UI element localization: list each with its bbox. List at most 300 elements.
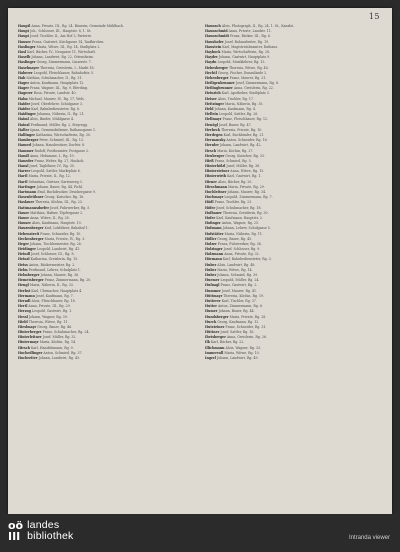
directory-entry <box>18 164 197 169</box>
entry-name: Handl <box>18 153 29 158</box>
entry-details: Emil, Buchdrucker, Druckergasse 9. <box>37 190 96 194</box>
entry-details: Franz, Schneider, Rg. 10. <box>40 231 82 236</box>
entry-name: Hartinger <box>18 184 36 189</box>
entry-name: Haselmayer <box>18 65 40 70</box>
entry-name: Hellein <box>205 112 219 117</box>
directory-entry <box>205 242 384 247</box>
directory-entry <box>205 86 384 91</box>
entry-details: Karl, Bäcker, Rg. 22. <box>210 340 245 345</box>
entry-name: Hutsteiner <box>205 324 225 329</box>
directory-entry <box>205 268 384 273</box>
entry-details: Maria, Wirtschafterin, Rg. 28. <box>221 49 271 54</box>
entry-name: Haupt <box>18 29 30 34</box>
directory-entry <box>205 123 384 128</box>
directory-entry <box>205 81 384 86</box>
directory-entry <box>205 330 384 335</box>
entry-details: Theresia, Private, Rg. 10. <box>221 127 263 132</box>
directory-entry <box>205 128 384 133</box>
entry-name: Hebesberger <box>205 65 228 70</box>
entry-details: Anna, Witwe, Rg. 15. <box>230 169 265 174</box>
entry-name: Holzinger <box>205 247 223 252</box>
entry-details: Josef, Schuhmacher, Rg. 18. <box>216 205 262 210</box>
directory-entry <box>205 206 384 211</box>
directory-entry <box>18 174 197 179</box>
directory-entry <box>18 242 197 247</box>
entry-details: Johann, Bauer, Rg. 44, Pichl. <box>36 184 83 189</box>
entry-name: Holzer <box>205 241 217 246</box>
directory-entry <box>18 299 197 304</box>
entry-details: Leopold, Fleischhauer, Bahnhofstr. 5. <box>33 70 95 75</box>
entry-name: Hellmayr <box>205 117 222 122</box>
entry-details: Anna, Witwe, II., Rg. 28. <box>30 215 70 220</box>
entry-name: Haller <box>18 127 30 132</box>
entry-details: Karl, Tischler, Rg. 37. <box>221 298 257 303</box>
entry-details: Josef, Maurer, Rg. 41. <box>221 288 257 293</box>
entry-name: Haunsch <box>205 24 221 28</box>
directory-entry <box>205 112 384 117</box>
directory-entry <box>205 356 384 361</box>
directory-entry <box>18 226 197 231</box>
directory-entry <box>18 60 197 65</box>
entry-details: Alois, Kaufmann, Hauptstr. 19. <box>31 221 82 226</box>
entry-details: Anna, Private, Rg. 32. <box>224 252 260 257</box>
entry-name: Herzog <box>18 309 31 314</box>
entry-name: Hurch <box>205 319 217 324</box>
entry-details: Anna, Greislerin, Rg. 22. <box>233 86 274 91</box>
entry-details: Josef, Taglöhner, IV., Rg. 35. <box>29 164 75 169</box>
entry-details: Anton, Schneider, Rg. 16. <box>226 138 268 143</box>
entry-name: Heger <box>18 241 29 246</box>
entry-details: Georg, Bauer, Rg. 45. <box>217 236 253 241</box>
entry-name: Hemetsberger <box>18 278 44 283</box>
entry-name: Hasenleithner <box>18 195 44 200</box>
entry-name: Heilingbrunner <box>205 86 233 91</box>
directory-entry <box>18 330 197 335</box>
entry-name: Haslinger <box>18 60 36 65</box>
entry-name: Hundsberger <box>205 314 229 319</box>
entry-name: Hofer <box>205 215 216 220</box>
directory-entry <box>205 283 384 288</box>
directory-entry <box>205 232 384 237</box>
directory-entry <box>18 294 197 299</box>
entry-details: Rudolf, Postbeamter, Postgasse 2. <box>34 148 90 153</box>
entry-details: Georg, Zimmermann, Linzerstr. 7. <box>36 60 92 65</box>
directory-entry <box>18 320 197 325</box>
entry-details: Josef, Schlosser, Rg. 9. <box>223 247 261 252</box>
directory-entry <box>205 29 384 34</box>
entry-name: Hehenberger <box>205 75 229 80</box>
directory-entry <box>205 289 384 294</box>
directory-entry <box>18 289 197 294</box>
directory-entry <box>18 50 197 55</box>
entry-details: Anna, Greislerin, Rg. 26. <box>226 335 267 340</box>
directory-entry <box>18 206 197 211</box>
entry-name: Hofstätter <box>205 231 224 236</box>
directory-entry <box>18 200 197 205</box>
entry-details: Leopold, Müller, Rg. 24. <box>220 278 260 283</box>
directory-entry <box>18 216 197 221</box>
entry-details: Josef, Sattler, Rg. 16. <box>220 330 255 335</box>
directory-entry <box>205 91 384 96</box>
directory-entry <box>205 143 384 148</box>
entry-name: Hochmayr <box>205 195 224 200</box>
directory-entry <box>18 257 197 262</box>
directory-entry <box>205 211 384 216</box>
directory-entry <box>205 154 384 159</box>
entry-name: Hintermayr <box>18 340 39 345</box>
intranda-viewer-link[interactable]: Intranda viewer <box>348 535 390 541</box>
entry-name: Huber <box>205 262 217 267</box>
entry-details: Leopold, Sattler, Rg. 26. <box>219 112 259 117</box>
entry-name: Hieslmayr <box>18 324 37 329</box>
entry-name: Heuberger <box>205 153 225 158</box>
directory-entry <box>205 325 384 330</box>
entry-name: Herbeck <box>205 127 221 132</box>
entry-details: Johann, Landwirt, Rg. 22, Ottensheim. <box>31 55 94 60</box>
entry-details: Franz, Maurer, Rg. 31. <box>229 75 267 80</box>
entry-details: Theresia, Greislerin, I., Markt 18. <box>40 65 95 70</box>
directory-entry <box>18 252 197 257</box>
directory-entry <box>18 81 197 86</box>
entry-name: Hainzl <box>18 122 30 127</box>
directory-entry <box>205 294 384 299</box>
entry-details: Johann, Wagner, Rg. 39. <box>28 314 68 319</box>
entry-details: Alois, Landwirt, Rg. 48. <box>217 262 256 267</box>
entry-name: Hörmann <box>205 257 222 262</box>
entry-details: Josef, Schlosser, III., Rg. 8. <box>31 252 75 257</box>
directory-entry <box>18 55 197 60</box>
entry-details: Maria, Köchin, Rg. 14. <box>39 340 77 345</box>
directory-entry <box>205 76 384 81</box>
directory-entry <box>205 304 384 309</box>
entry-name: Hochleitner <box>205 190 227 194</box>
entry-details: Karl, Handelsmann, Rg. 9. <box>30 345 74 350</box>
entry-details: Anton, Kaufmann, Hauptplatz 12. <box>30 81 85 86</box>
entry-name: Heindl <box>18 252 31 257</box>
entry-name: Hauptl <box>18 24 31 28</box>
entry-details: Maria, Witwe, Rg. 14. <box>217 267 253 272</box>
entry-details: Johann, Kaufmann, Rg. 4. <box>214 107 256 111</box>
entry-name: Humer <box>205 309 218 314</box>
entry-name: Hinterberger <box>18 330 42 335</box>
entry-name: Hernler <box>205 143 219 148</box>
entry-name: Haslauer <box>18 200 35 205</box>
directory-entry <box>205 247 384 252</box>
entry-name: Heiser <box>205 96 217 101</box>
entry-name: Ingerl <box>205 356 216 360</box>
text-column-left <box>18 24 197 506</box>
entry-details: Georg, Kutscher, Rg. 16. <box>44 195 85 200</box>
entry-details: Ignaz, Gemeindediener, Rathausgasse 1. <box>30 127 97 132</box>
entry-name: Hermansky <box>205 138 226 143</box>
entry-details: Leopold, Landwirt, Rg. 41. <box>36 247 81 252</box>
entry-details: Georg, Fischer, Donaulände 2. <box>218 70 268 75</box>
entry-name: Harrer <box>18 169 31 174</box>
entry-details: Johann, Landwirt, Rg. 42. <box>219 143 262 148</box>
entry-details: Franz, Weber, Rg. 27, Haslach. <box>34 158 85 163</box>
entry-name: Hartmann <box>18 190 37 194</box>
directory-entry <box>18 283 197 288</box>
entry-details: Leopold, Musiklehrer, Rg. 13. <box>217 60 266 65</box>
directory-entry <box>205 138 384 143</box>
entry-name: Herdegen <box>205 132 223 137</box>
entry-details: Johann, Schmied, Rg. 39. <box>217 273 259 277</box>
entry-name: Hinterhölzl <box>205 164 226 169</box>
entry-name: Hagerer <box>18 91 33 96</box>
directory-entry <box>18 66 197 71</box>
directory-entry <box>18 315 197 320</box>
directory-entry <box>18 351 197 356</box>
entry-details: Franz, Zimmermann, Rg. 20. <box>44 278 92 283</box>
entry-details: Michael, Maurer, IV., Rg. 17, Wels. <box>28 96 85 101</box>
entry-details: Anna, Private, Landstr. 11. <box>228 29 272 34</box>
entry-name: Hirsch <box>18 345 30 350</box>
directory-entry <box>205 237 384 242</box>
entry-name: Heiligenbrunner <box>205 81 235 86</box>
directory-entry <box>18 29 197 34</box>
directory-entry <box>18 91 197 96</box>
directory-entry <box>205 263 384 268</box>
entry-details: Theresia, Witwe, Rg. 40. <box>228 65 269 70</box>
entry-details: Maria, Witwe, III., Rg. 14, Stadtplatz 2. <box>36 44 101 49</box>
entry-name: Hauer <box>18 215 30 220</box>
directory-entry <box>18 102 197 107</box>
directory-entry <box>18 273 197 278</box>
entry-details: Ferdinand, Lehrer, Schulplatz 1. <box>28 267 81 272</box>
entry-details: Johann, Landwirt, Rg. 43. <box>38 356 81 360</box>
entry-name: Hiebl <box>18 319 28 324</box>
entry-name: Hutterer <box>205 298 221 303</box>
entry-name: Hermann <box>18 293 35 298</box>
directory-entry <box>18 325 197 330</box>
directory-entry <box>205 200 384 205</box>
logo-line-2: bibliothek <box>27 530 74 542</box>
entry-details: Johann, Hausbesitzer, Dorfstr. 8. <box>32 143 86 148</box>
directory-entry <box>18 97 197 102</box>
entry-name: Hammer <box>18 148 34 153</box>
entry-details: Leopold, Zimmermann, Rg. 7. <box>224 195 273 200</box>
entry-details: Matthias, Hafner, Töpfergasse 2. <box>30 210 84 215</box>
directory-entry <box>18 169 197 174</box>
entry-details: Franz, Bäcker, III., Rg. 6. <box>230 34 271 39</box>
entry-name: Hintersteiner <box>205 169 230 174</box>
directory-entry <box>205 252 384 257</box>
directory-entry <box>205 351 384 356</box>
entry-name: Heiss <box>18 262 28 267</box>
entry-details: Anton, Wagner, Rg. 25. <box>221 221 259 226</box>
entry-details: Maria, Private, Rg. 28. <box>229 314 267 319</box>
entry-details: Josef, Oberlehrer, Schulgasse 3. <box>31 101 83 106</box>
directory-entry <box>18 76 197 81</box>
directory-entry <box>205 45 384 50</box>
entry-details: Karl, Gastwirt, Rg. 1. <box>227 174 262 179</box>
directory-entry <box>205 190 384 195</box>
entry-name: Hinterwirth <box>205 174 227 179</box>
entry-name: Hirschmann <box>205 184 228 189</box>
entry-name: Hager <box>18 86 30 91</box>
entry-details: Georg, Kutscher, Rg. 33. <box>225 153 265 158</box>
entry-details: Karl, Apotheker, Stadtplatz 3. <box>221 91 270 96</box>
entry-details: Johann, Landwirt, Rg. 49. <box>216 356 259 360</box>
directory-entry <box>18 309 197 314</box>
scanned-page <box>8 8 392 514</box>
entry-details: Sebastian, Gärtner, Gartenweg 3. <box>28 179 83 184</box>
entry-details: Peter, Schmied, III., Rg. 13. <box>39 138 84 143</box>
directory-entry <box>205 66 384 71</box>
entry-details: Karl, Uhrmacher, Hauptplatz 4. <box>31 288 83 293</box>
entry-details: Franz, Schneider, Rg. 31. <box>225 324 267 329</box>
entry-details: Maria, Private, II., Rg. 12. <box>28 174 71 179</box>
entry-details: Josef, Müller, Rg. 32. <box>42 335 77 340</box>
directory-entry <box>18 180 197 185</box>
directory-entry <box>205 55 384 60</box>
entry-name: Hallinger <box>18 132 35 137</box>
entry-name: Hertl <box>18 304 28 309</box>
directory-entry <box>18 185 197 190</box>
directory-entry <box>18 335 197 340</box>
entry-name: Hechtl <box>205 70 217 75</box>
entry-details: Josef, Zimmermann, Rg. 8. <box>235 81 279 86</box>
entry-name: Heinrich <box>205 91 221 96</box>
entry-name: Hartl <box>18 174 28 179</box>
directory-entry <box>205 195 384 200</box>
entry-details: Theresia, Greislerin, Rg. 30. <box>222 210 269 215</box>
entry-details: Katharina, Greislerin, Rg. 15. <box>30 257 79 262</box>
entry-name: Illichmann <box>205 345 225 350</box>
entry-details: Anna, Private, III., Rg. 29. <box>28 304 71 309</box>
entry-details: Anna, Hebamme, I., Rg. 19. <box>29 153 75 158</box>
entry-details: Theresia, Witwe, Rg. 11. <box>28 319 69 324</box>
entry-name: Hauser <box>18 39 31 44</box>
entry-name: Hesch <box>205 148 217 153</box>
entry-details: Theresia, Köchin, Rg. 19. <box>223 293 265 298</box>
directory-entry <box>205 216 384 221</box>
entry-name: Hofbauer <box>205 210 222 215</box>
directory-entry <box>18 112 197 117</box>
logo-mark-icon <box>8 520 23 542</box>
entry-details: Karl, Bahnbediensteter, Rg. 6. <box>31 107 81 111</box>
entry-name: Ilk <box>205 340 210 345</box>
directory-entry <box>205 273 384 278</box>
entry-name: Hüttner <box>205 330 220 335</box>
entry-details: Karl, Lokführer, Bahnhof 1. <box>44 226 89 231</box>
entry-name: Haunschmidt <box>205 34 230 39</box>
directory-entry <box>18 237 197 242</box>
entry-details: Anton, Schmied, Rg. 37. <box>43 350 83 355</box>
entry-name: Haunschmid <box>205 29 228 34</box>
entry-name: Hochedlinger <box>18 350 43 355</box>
entry-details: Alois, Binder, Mühlgasse 4. <box>29 117 74 122</box>
directory-entry <box>18 340 197 345</box>
directory-entry <box>18 247 197 252</box>
logo-mark-bottom: III <box>8 530 21 543</box>
entry-details: Johann, Bauer, Rg. 44. <box>218 309 255 314</box>
directory-entry <box>18 133 197 138</box>
entry-details: Josef, Fuhrwerker, Rg. 5. <box>50 205 91 210</box>
entry-details: Franz, Wagner, III., Rg. 9, Eferding. <box>30 86 88 91</box>
entry-details: Franz, Schuhmacher, Rg. 24. <box>42 330 90 335</box>
directory-entry <box>18 154 197 159</box>
directory-entry <box>205 169 384 174</box>
directory-entry <box>18 232 197 237</box>
entry-details: Josef, Tischler, II., Am Hof 3, Parterre. <box>30 34 93 39</box>
directory-entry <box>205 299 384 304</box>
entry-details: Maria, Näherin, II., Rg. 33. <box>29 283 74 288</box>
directory-entry <box>205 340 384 345</box>
directory-entry <box>205 221 384 226</box>
directory-entry <box>18 40 197 45</box>
entry-details: Josef, Bauer, Rg. 47. <box>218 122 252 127</box>
entry-name: Haupt <box>18 34 30 39</box>
entry-name: Heinzl <box>18 257 30 262</box>
entry-name: Herbst <box>18 288 31 293</box>
directory-entry <box>205 133 384 138</box>
directory-entry <box>18 34 197 39</box>
entry-name: Haselb <box>18 55 31 60</box>
entry-details: Franz, Schmied, Rg. 5. <box>214 158 252 163</box>
directory-entry <box>18 346 197 351</box>
directory-entry <box>205 185 384 190</box>
directory-entry <box>18 71 197 76</box>
entry-name: Herndl <box>18 298 31 303</box>
directory-entry <box>205 309 384 314</box>
page-number: 15 <box>368 12 380 21</box>
entry-details: Anton, Zimmermann, Rg. 6. <box>218 304 263 309</box>
entry-details: Josef, Bahnarbeiter, Rg. 19. <box>224 39 270 44</box>
entry-name: Haneder <box>18 158 34 163</box>
text-column-right <box>205 24 384 506</box>
entry-name: Immervoll <box>205 350 224 355</box>
entry-details: Anton, Bäckermeister, Rg. 2. <box>28 262 76 267</box>
directory-entry <box>18 159 197 164</box>
entry-details: Karl, Bahnbediensteter, Rg. 3. <box>222 257 272 262</box>
entry-details: Georg, Kaufmann, Rg. 12. <box>217 319 260 324</box>
text-columns <box>18 24 384 506</box>
directory-entry <box>205 174 384 179</box>
entry-details: Johann, Lehrer, Schulgasse 5. <box>222 226 271 231</box>
entry-name: Haslinger <box>18 44 36 49</box>
entry-details: Johann, Tischlermeister, Rg. 26. <box>30 241 82 246</box>
entry-name: Hödl <box>205 200 214 205</box>
entry-details: Josef, Kaufmann, Rg. 7. <box>35 293 74 298</box>
entry-name: Hufnagl <box>205 283 220 288</box>
entry-details: Franz, Fuhrwerker, Rg. 36. <box>217 241 262 246</box>
entry-name: Hinterleitner <box>18 335 42 340</box>
directory-entry <box>18 143 197 148</box>
entry-name: Hamberger <box>18 138 39 143</box>
entry-name: Höller <box>205 236 217 241</box>
entry-name: Hüttmayr <box>205 293 223 298</box>
entry-name: Hab <box>18 75 26 80</box>
entry-details: Franz, Fleischhauer, Rg. 12. <box>222 117 269 122</box>
directory-entry <box>18 211 197 216</box>
entry-name: Haberer <box>18 70 33 75</box>
directory-entry <box>205 346 384 351</box>
directory-entry <box>18 107 197 112</box>
entry-name: Haiml <box>18 117 29 122</box>
entry-name: Hattmannsdorfer <box>18 205 50 210</box>
library-logo[interactable] <box>8 520 74 542</box>
entry-name: Hessl <box>18 314 28 319</box>
entry-name: Hofinger <box>205 221 221 226</box>
directory-entry <box>18 86 197 91</box>
entry-details: Maria, Private, IV., Rg. 3. <box>44 236 86 241</box>
directory-entry <box>205 335 384 340</box>
entry-name: Helm <box>18 267 28 272</box>
entry-details: Maria, Näherin, Rg. 35. <box>225 101 264 106</box>
directory-entry <box>205 50 384 55</box>
entry-details: Karl, Bäcker, IV., Neugasse 11, Wirtschaft. <box>27 49 96 54</box>
